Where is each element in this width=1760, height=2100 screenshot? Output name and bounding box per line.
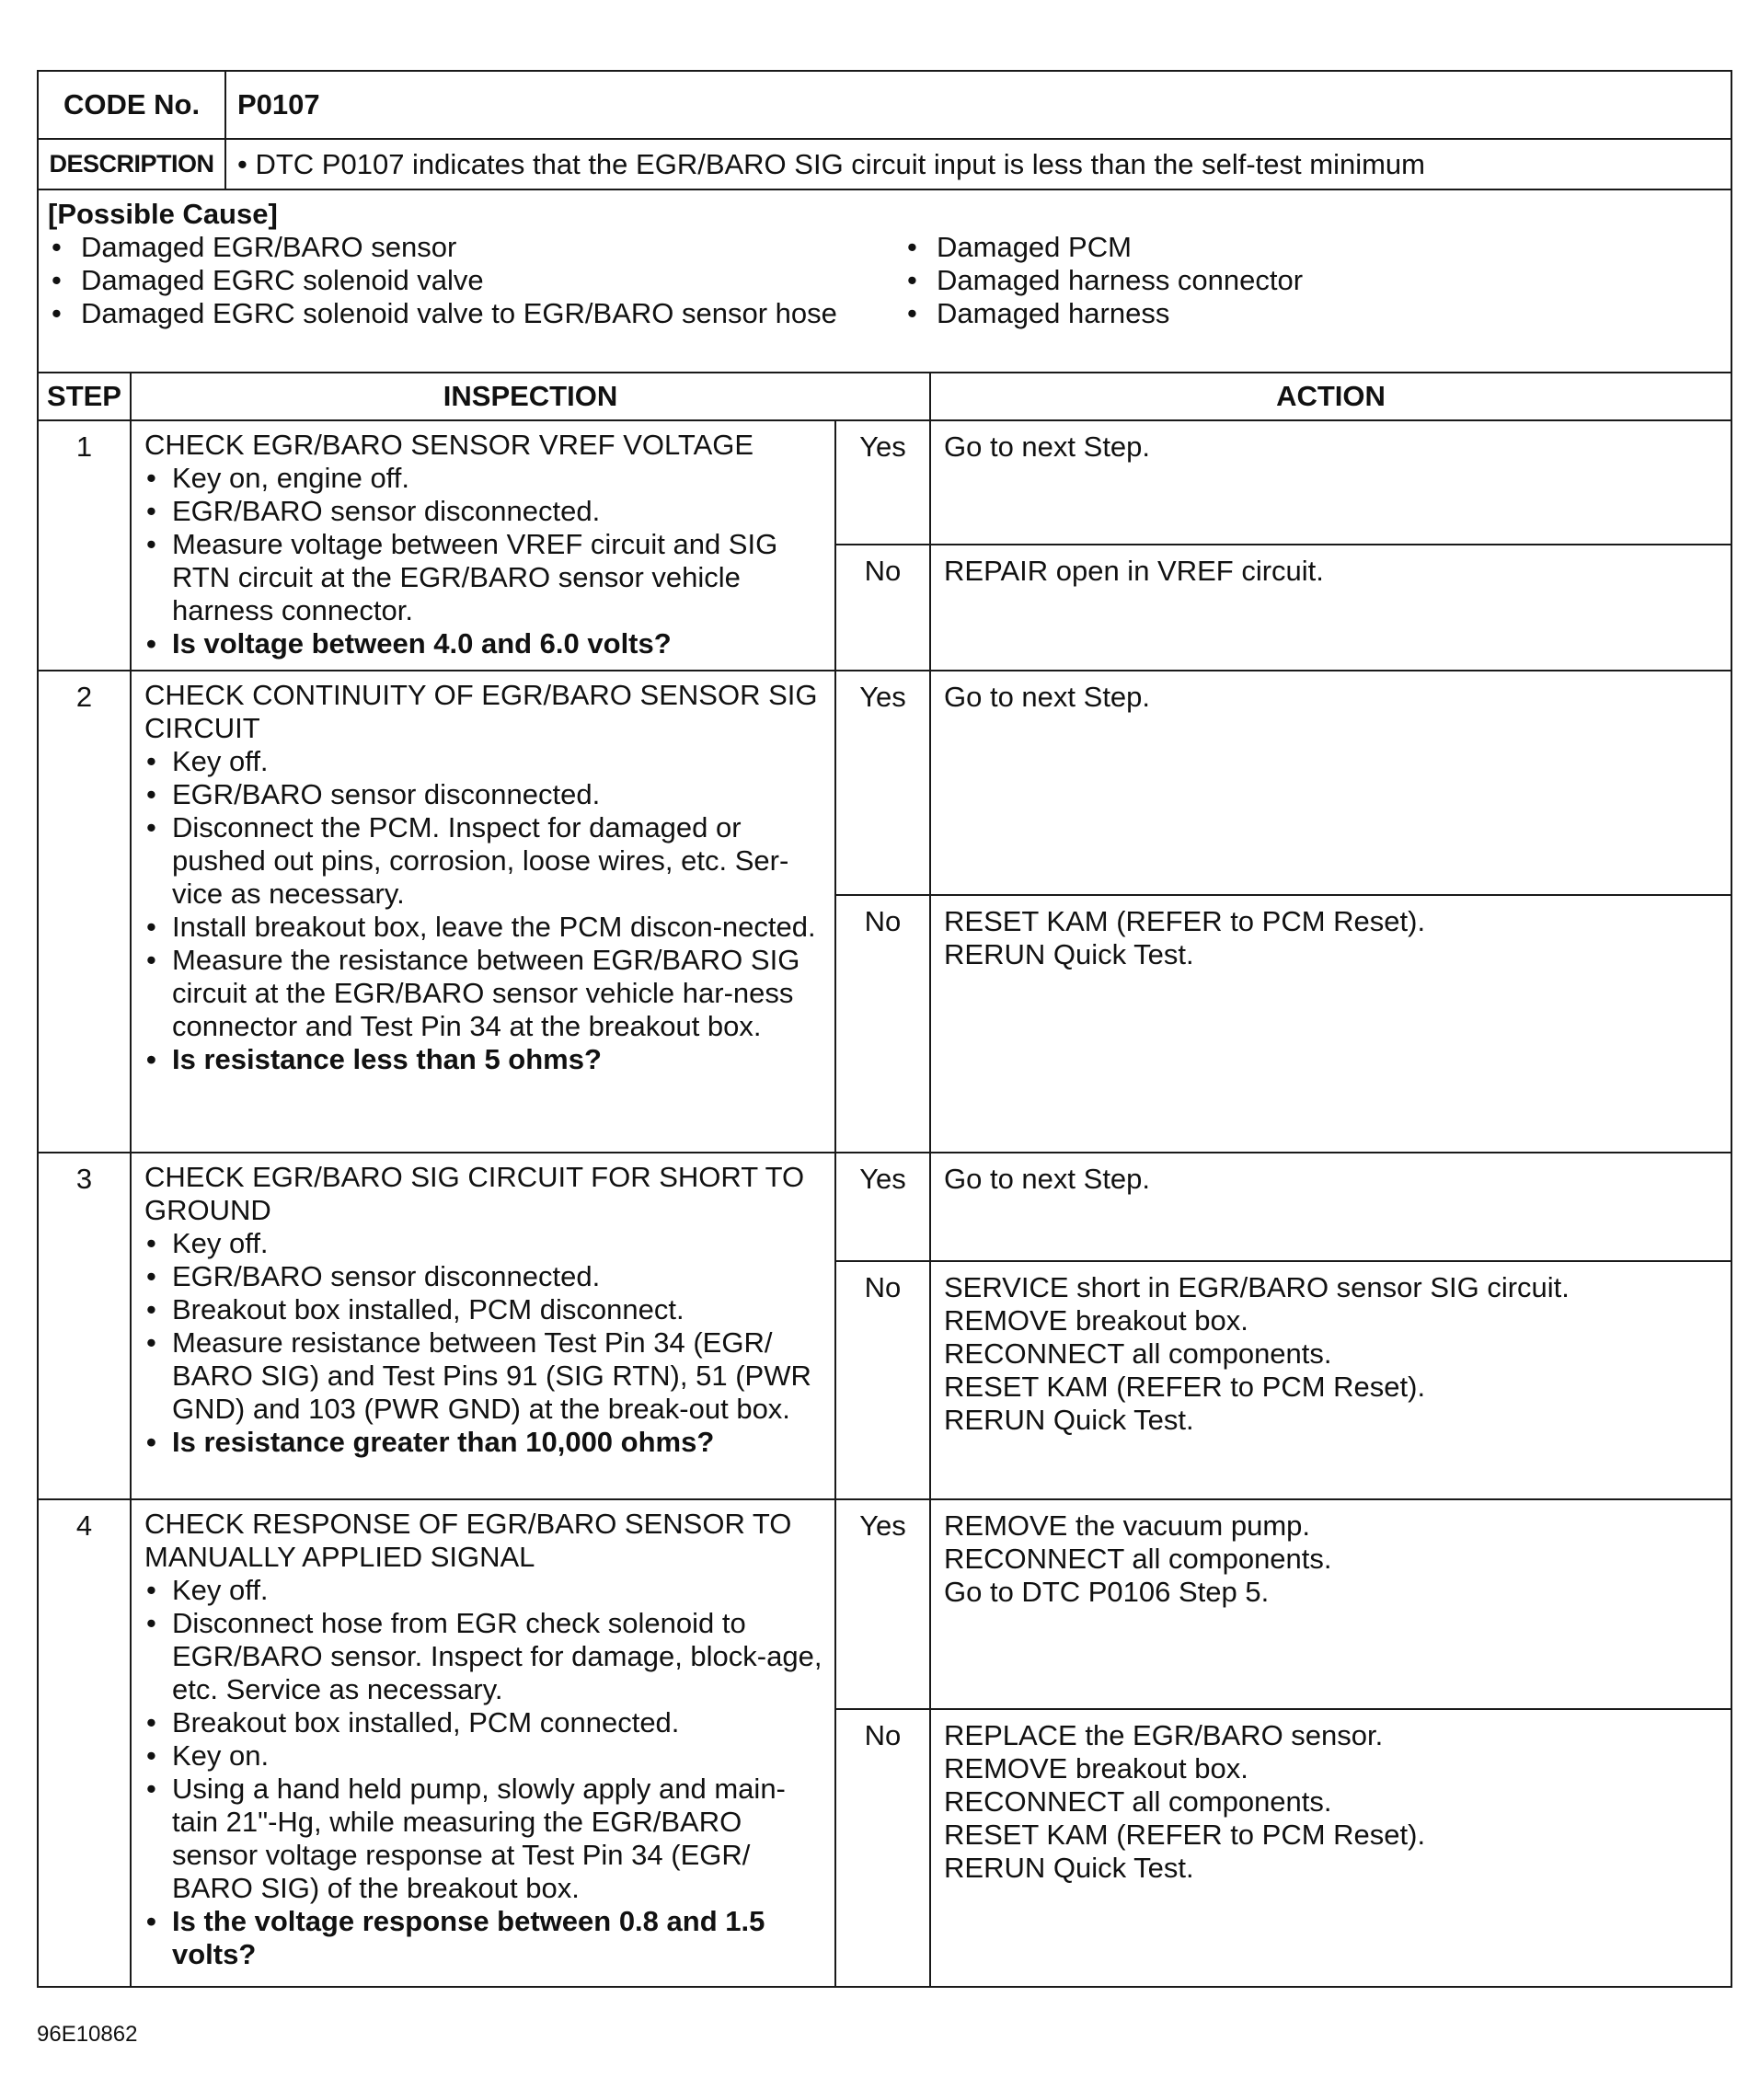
- inspection-title: CHECK CONTINUITY OF EGR/BARO SENSOR SIG CIRCUIT: [144, 679, 818, 744]
- action-line: Go to next Step.: [944, 681, 1151, 713]
- inspection-item: • Install breakout box, leave the PCM discon-nected.: [144, 911, 823, 944]
- action-line: RESET KAM (REFER to PCM Reset).: [944, 1819, 1426, 1851]
- no-action: [930, 1709, 1731, 1987]
- step-number: 4: [38, 1499, 131, 1987]
- inspection-question: • Is resistance less than 5 ohms?: [144, 1043, 823, 1076]
- diagnostic-document: [37, 70, 1732, 1988]
- yes-label: Yes: [835, 671, 930, 895]
- no-action: [930, 545, 1731, 671]
- inspection-item: • Measure resistance between Test Pin 34 (EGR/ BARO SIG) and Test Pins 91 (SIG RTN), 51 (PWR GND) and 103 (PWR GND) at the break-out box.: [144, 1326, 823, 1426]
- possible-cause-title: [Possible Cause]: [48, 198, 278, 230]
- no-label: No: [835, 895, 930, 1153]
- inspection-item: • Breakout box installed, PCM connected.: [144, 1706, 823, 1739]
- description-label: DESCRIPTION: [38, 139, 225, 189]
- steps-table: [37, 372, 1732, 1988]
- inspection-cell: [131, 1499, 835, 1987]
- inspection-cell: [131, 671, 835, 1153]
- yes-action: [930, 420, 1731, 545]
- action-line: RESET KAM (REFER to PCM Reset).: [944, 1371, 1426, 1403]
- inspection-title: CHECK RESPONSE OF EGR/BARO SENSOR TO MANUALLY APPLIED SIGNAL: [144, 1508, 792, 1573]
- yes-action: [930, 1153, 1731, 1261]
- cause-item: • Damaged harness: [903, 297, 1303, 330]
- inspection-item: • Disconnect the PCM. Inspect for damaged or pushed out pins, corrosion, loose wires, etc. Ser-vice as necessary.: [144, 811, 823, 911]
- cause-item: • Damaged PCM: [903, 231, 1303, 264]
- inspection-title: CHECK EGR/BARO SIG CIRCUIT FOR SHORT TO GROUND: [144, 1161, 805, 1226]
- no-action: [930, 1261, 1731, 1499]
- column-header-action: ACTION: [930, 373, 1731, 420]
- inspection-list: [144, 462, 823, 660]
- inspection-question: • Is the voltage response between 0.8 and 1.5 volts?: [144, 1905, 823, 1971]
- possible-cause-table: [37, 189, 1732, 373]
- action-line: RECONNECT all components.: [944, 1337, 1332, 1370]
- inspection-item: • EGR/BARO sensor disconnected.: [144, 1260, 823, 1293]
- no-label: No: [835, 1261, 930, 1499]
- step-number: 3: [38, 1153, 131, 1499]
- action-line: SERVICE short in EGR/BARO sensor SIG circuit.: [944, 1271, 1570, 1303]
- action-line: RERUN Quick Test.: [944, 1404, 1194, 1436]
- inspection-item: • EGR/BARO sensor disconnected.: [144, 495, 823, 528]
- inspection-item: • EGR/BARO sensor disconnected.: [144, 778, 823, 811]
- yes-label: Yes: [835, 1499, 930, 1709]
- cause-item: • Damaged harness connector: [903, 264, 1303, 297]
- inspection-list: [144, 1227, 823, 1459]
- inspection-title: CHECK EGR/BARO SENSOR VREF VOLTAGE: [144, 429, 754, 461]
- inspection-item: • Key on.: [144, 1739, 823, 1773]
- no-action: [930, 895, 1731, 1153]
- description-value: • DTC P0107 indicates that the EGR/BARO SIG circuit input is less than the self-test minimum: [225, 139, 1731, 189]
- cause-list-left: [48, 231, 903, 330]
- action-line: REMOVE the vacuum pump.: [944, 1509, 1310, 1542]
- action-line: Go to DTC P0106 Step 5.: [944, 1576, 1270, 1608]
- inspection-item: • Measure voltage between VREF circuit and SIG RTN circuit at the EGR/BARO sensor vehicle harness connector.: [144, 528, 823, 627]
- step-number: 2: [38, 671, 131, 1153]
- cause-item: • Damaged EGRC solenoid valve to EGR/BARO sensor hose: [48, 297, 903, 330]
- possible-cause-section: [38, 189, 1731, 373]
- action-line: RECONNECT all components.: [944, 1543, 1332, 1575]
- inspection-question: • Is resistance greater than 10,000 ohms?: [144, 1426, 823, 1459]
- step-number: 1: [38, 420, 131, 671]
- inspection-list: [144, 745, 823, 1076]
- action-line: REPLACE the EGR/BARO sensor.: [944, 1719, 1384, 1751]
- action-line: RERUN Quick Test.: [944, 1852, 1194, 1884]
- inspection-item: • Measure the resistance between EGR/BARO SIG circuit at the EGR/BARO sensor vehicle har-ness connector and Test Pin 34 at the breakout box.: [144, 944, 823, 1043]
- inspection-item: • Disconnect hose from EGR check solenoid to EGR/BARO sensor. Inspect for damage, block-age, etc. Service as necessary.: [144, 1607, 823, 1706]
- action-line: REMOVE breakout box.: [944, 1752, 1248, 1784]
- column-header-step: STEP: [38, 373, 131, 420]
- action-line: RESET KAM (REFER to PCM Reset).: [944, 905, 1426, 937]
- cause-item: • Damaged EGRC solenoid valve: [48, 264, 903, 297]
- inspection-item: • Breakout box installed, PCM disconnect.: [144, 1293, 823, 1326]
- header-table: [37, 70, 1732, 190]
- inspection-item: • Key off.: [144, 1227, 823, 1260]
- action-line: Go to next Step.: [944, 430, 1151, 463]
- yes-label: Yes: [835, 1153, 930, 1261]
- figure-id: 96E10862: [37, 2022, 138, 2047]
- inspection-cell: [131, 420, 835, 671]
- column-header-inspection: INSPECTION: [131, 373, 930, 420]
- yes-label: Yes: [835, 420, 930, 545]
- code-label: CODE No.: [38, 71, 225, 139]
- inspection-cell: [131, 1153, 835, 1499]
- inspection-item: • Key on, engine off.: [144, 462, 823, 495]
- code-value: P0107: [225, 71, 1731, 139]
- action-line: RERUN Quick Test.: [944, 938, 1194, 970]
- inspection-item: • Key off.: [144, 745, 823, 778]
- yes-action: [930, 671, 1731, 895]
- no-label: No: [835, 545, 930, 671]
- action-line: REMOVE breakout box.: [944, 1304, 1248, 1337]
- no-label: No: [835, 1709, 930, 1987]
- cause-list-right: [903, 231, 1303, 330]
- inspection-item: • Using a hand held pump, slowly apply and main-tain 21"-Hg, while measuring the EGR/BARO sensor voltage response at Test Pin 34 (EGR/ BARO SIG) of the breakout box.: [144, 1773, 823, 1905]
- action-line: RECONNECT all components.: [944, 1785, 1332, 1818]
- cause-item: • Damaged EGR/BARO sensor: [48, 231, 903, 264]
- action-line: REPAIR open in VREF circuit.: [944, 555, 1324, 587]
- action-line: Go to next Step.: [944, 1163, 1151, 1195]
- inspection-list: [144, 1574, 823, 1971]
- yes-action: [930, 1499, 1731, 1709]
- inspection-question: • Is voltage between 4.0 and 6.0 volts?: [144, 627, 823, 660]
- inspection-item: • Key off.: [144, 1574, 823, 1607]
